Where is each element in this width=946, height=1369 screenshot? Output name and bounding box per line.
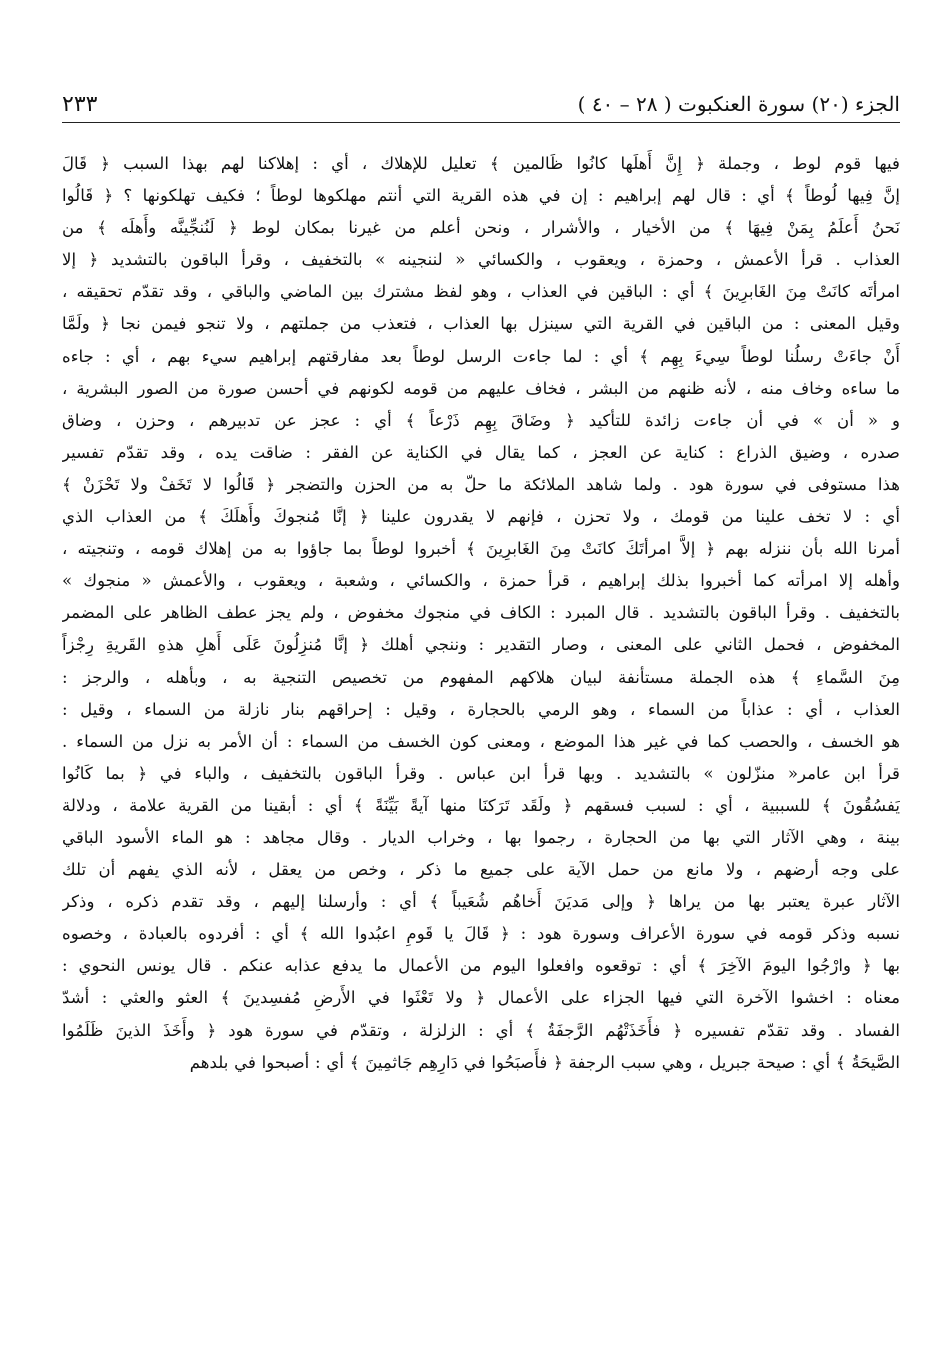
- text-line: وقيل المعنى : من الباقين في القرية التي سينزل بها العذاب ، فتعذب من جملتهم ، ولا تنجو فيمن نجا ﴿ ولَمَّا: [62, 314, 900, 334]
- page-header: [62, 86, 900, 123]
- text-line: أَنْ جاءَتْ رسلُنا لوطاً سِيءَ بِهِم ﴾ أي : لما جاءت الرسل لوطاً بعد مفارقتهم إبراهيم سيء بهم ، أي : جاءه: [62, 346, 900, 366]
- text-line: و « أن » في أن جاءت زائدة للتأكيد ﴿ وضَاقَ بِهِم ذَرْعاً ﴾ أي : عجز عن تدبيرهم ، وحزن ، وضاق: [62, 410, 900, 430]
- text-line: الآثار عبرة يعتبر بها من يراها ﴿ وإلى مَديَنَ أَخاهُم شُعَيباً ﴾ أي : وأرسلنا إليهم ، وقد تقدم ذكره ، وذكر: [62, 892, 900, 912]
- text-line: امرأتَه كانَتْ مِنَ الغَابرِينَ ﴾ أي : الباقين في العذاب ، وهو لفظ مشترك بين الماضي والباقي ، وقد تقدّم تحقيقه ،: [62, 282, 900, 302]
- text-line: وأهله إلا امرأته كما أخبروا بذلك إبراهيم ، قرأ حمزة ، والكسائي ، وشعبة ، ويعقوب ، والأعمش « منجوك »: [62, 571, 900, 591]
- text-line: بالتخفيف . وقرأ الباقون بالتشديد . قال المبرد : الكاف في منجوك مخفوض ، ولم يجز عطف الظاهر على المضمر: [62, 603, 900, 623]
- text-line: هو الخسف ، والحصب كما في غير هذا الموضع ، ومعنى كون الخسف من السماء : أن الأمر به نزل من السماء .: [62, 731, 900, 751]
- text-line: العذاب ، أي : عذاباً من السماء ، وهو الرمي بالحجارة ، وقيل : إحراقهم بنار نازلة من السماء ، وقيل :: [62, 699, 900, 719]
- text-line: فيها قوم لوط ، وجملة ﴿ إِنَّ أَهلَها كانُوا ظَالمين ﴾ تعليل للإهلاك ، أي : إهلاكنا لهم بهذا السبب ﴿ قَالَ: [62, 154, 900, 173]
- text-line: أي : لا تخف علينا من قومك ، ولا تحزن ، فإنهم لا يقدرون علينا ﴿ إنَّا مُنجوكَ وأَهلَكَ ﴾ من العذاب الذي: [62, 507, 900, 527]
- text-line: معناه : اخشوا الآخرة التي فيها الجزاء على الأعمال ﴿ ولا تَعْثَوا في الأَرضِ مُفسِدينَ ﴾ العثو والعثي : أشدّ: [62, 988, 900, 1008]
- text-line: نسبه وذكر قومه في سورة الأعراف وسورة هود : ﴿ قَالَ يا قَومِ اعبُدوا الله ﴾ أي : أفردوه بالعبادة ، وخصوه: [62, 924, 900, 944]
- text-line: على وجه أرضهم ، ولا مانع من حمل الآية على جميع ما ذكر ، وخص من يعقل ، لأنه الذي يفهم أن تلك: [62, 860, 900, 880]
- text-line: صدره ، وضيق الذراع : كناية عن العجز ، كما يقال في الكناية عن الفقر : ضاقت يده ، وقد تقدّم تفسير: [62, 442, 900, 462]
- running-title: الجزء (٢٠) سورة العنكبوت ( ٢٨ – ٤٠ ): [577, 92, 900, 116]
- text-line: بينة ، وهي الآثار التي بها من الحجارة ، رجموا بها ، وخراب الديار . وقال مجاهد : هو الماء الأسود الباقي: [62, 827, 900, 847]
- text-line: أمرنا الله بأن ننزله بهم ﴿ إلاَّ امرأتَكَ كانَتْ مِنَ الغَابرِينَ ﴾ أخبروا لوطاً بما جاؤوا به من إهلاك قومه ، وتنجيته ،: [62, 539, 900, 559]
- text-line: ما ساءه وخاف منه ، لأنه ظنهم من البشر ، فخاف عليهم من قومه لكونهم في أحسن صورة من الصور البشرية ،: [62, 378, 900, 398]
- text-line: إنَّ فِيها لُوطاً ﴾ أي : قال لهم إبراهيم : إن في هذه القرية التي أنتم مهلكوها لوطاً ؛ فكيف تهلكونها ؟ ﴿ قَالُوا: [62, 186, 900, 206]
- text-line: مِنَ السَّماءِ ﴾ هذه الجملة مستأنفة لبيان هلاكهم المفهوم من تخصيص التنجية به ، وبأهله ، والرجز :: [62, 667, 900, 687]
- book-page: [62, 86, 900, 1356]
- text-line: المخفوض ، فحمل الثاني على المعنى ، وصار التقدير : وننجي أهلك ﴿ إنَّا مُنزِلُونَ عَلَى أَهلِ هذهِ القَريةِ رِجْزاً: [62, 635, 900, 655]
- text-line: الصَّيحَةُ ﴾ أي : صيحة جبريل ، وهي سبب الرجفة ﴿ فأَصبَحُوا في دَارِهِم جَاثمِينَ ﴾ أي : أصبحوا في بلدهم: [189, 1052, 900, 1072]
- text-line: العذاب . قرأ الأعمش ، وحمزة ، ويعقوب ، والكسائي « لننجينه » بالتخفيف ، وقرأ الباقون بالتشديد ﴿ إلا: [62, 250, 900, 270]
- text-line: هذا مستوفى في سورة هود . ولما شاهد الملائكة ما حلّ به من الحزن والتضجر ﴿ قَالُوا لا تَخَفْ ولا تَحْزَنْ ﴾: [62, 474, 900, 494]
- text-line: بها ﴿ وارْجُوا اليومَ الآخِرَ ﴾ أي : توقعوه وافعلوا اليوم من الأعمال ما يدفع عذابه عنكم . قال يونس النحوي :: [62, 956, 900, 976]
- page-number: ٢٣٣: [62, 91, 98, 117]
- body-text: [62, 148, 900, 1079]
- text-line: نَحنُ أَعلَمُ بِمَنْ فِيهَا ﴾ من الأخيار ، والأشرار ، ونحن أعلم من غيرنا بمكان لوط ﴿ لَنُنجِّينَّه وأَهلَه ﴾ من: [62, 218, 900, 238]
- text-line: الفساد . وقد تقدّم تفسيره ﴿ فأَخَذَتْهُم الرَّجفَةُ ﴾ أي : الزلزلة ، وتقدّم في سورة هود ﴿ وأَخَذَ الذينَ ظَلَمُوا: [62, 1020, 900, 1040]
- text-line: قرأ ابن عامر« منزّلون » بالتشديد . وبها قرأ ابن عباس . وقرأ الباقون بالتخفيف ، والباء في ﴿ بما كَانُوا: [62, 763, 900, 783]
- text-line: يَفسُقُونَ ﴾ للسببية ، أي : لسبب فسقهم ﴿ ولَقَد تَرَكنَا منها آيةً بَيِّنَةً ﴾ أي : أبقينا من القرية علامة ، ودلالة: [62, 795, 900, 815]
